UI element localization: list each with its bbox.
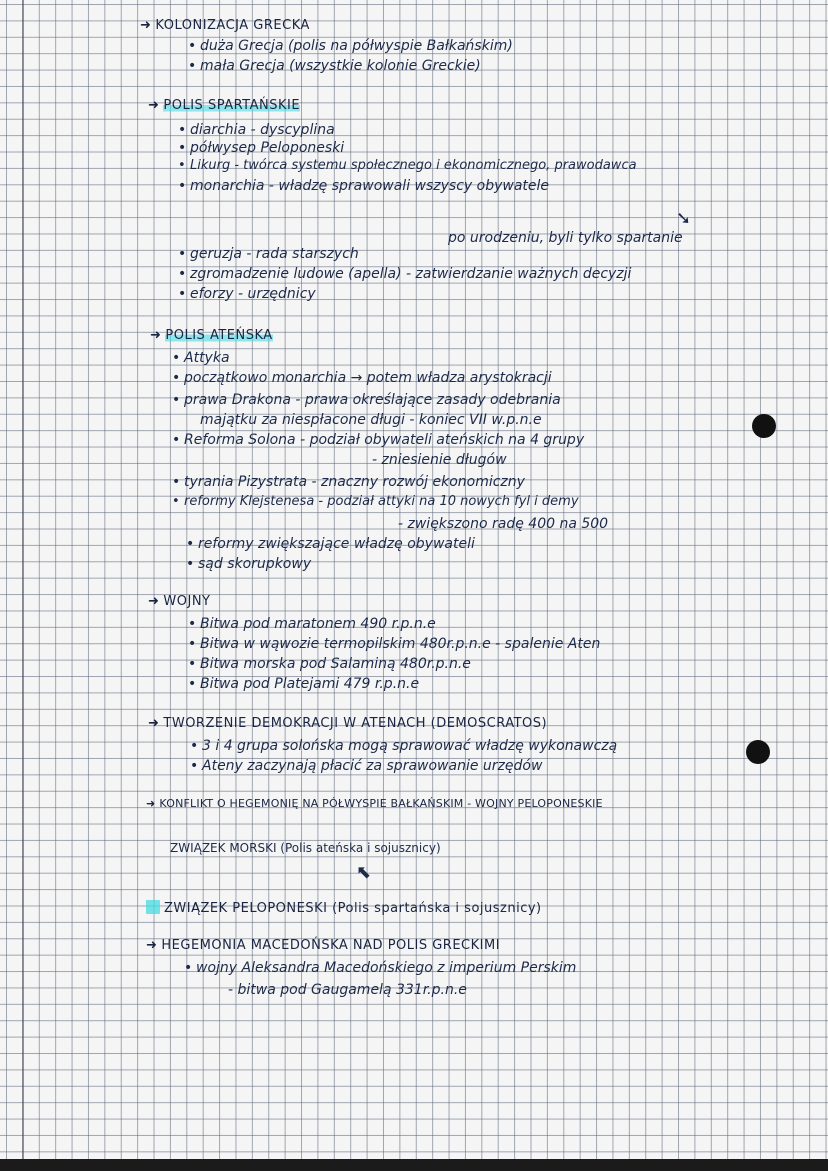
list-item: • początkowo monarchia → potem władza arystokracji xyxy=(172,370,552,386)
arrow-icon: ➜ xyxy=(140,18,152,33)
list-item-continued: - zniesienie długów xyxy=(372,452,507,468)
list-item: ZWIĄZEK MORSKI (Polis ateńska i sojusznicy) xyxy=(170,841,441,855)
list-item: • 3 i 4 grupa solońska mogą sprawować władzę wykonawczą xyxy=(190,738,618,754)
list-item: • Reforma Solona - podział obywateli ateńskich na 4 grupy xyxy=(172,432,585,448)
list-item: • tyrania Pizystrata - znaczny rozwój ekonomiczny xyxy=(172,474,525,490)
list-item: • reformy Klejstenesa - podział attyki na 10 nowych fyl i demy xyxy=(172,494,579,509)
list-item: • Bitwa pod maratonem 490 r.p.n.e xyxy=(188,616,436,632)
list-item: • Bitwa morska pod Salaminą 480r.p.n.e xyxy=(188,656,471,672)
list-item: • sąd skorupkowy xyxy=(186,556,312,572)
list-item-note: po urodzeniu, byli tylko spartanie xyxy=(448,230,683,246)
list-item: • geruzja - rada starszych xyxy=(178,246,359,262)
punch-hole xyxy=(752,414,776,438)
section-heading-wars: ➜ WOJNY xyxy=(148,594,211,609)
list-item: • zgromadzenie ludowe (apella) - zatwierdzanie ważnych decyzji xyxy=(178,266,632,282)
list-item-continued: - zwiększono radę 400 na 500 xyxy=(398,516,609,532)
list-item: • duża Grecja (polis na półwyspie Bałkańskim) xyxy=(188,38,513,54)
list-item: • monarchia - władzę sprawowali wszyscy obywatele xyxy=(178,178,550,194)
section-heading-peloponnesian-league: ZWIĄZEK PELOPONESKI (Polis spartańska i sojusznicy) xyxy=(146,900,542,917)
page-edge xyxy=(0,1159,828,1171)
list-item: • Bitwa w wąwozie termopilskim 480r.p.n.e - spalenie Aten xyxy=(188,636,601,652)
section-heading-athens: ➜ POLIS ATEŃSKA xyxy=(150,328,273,343)
section-heading-democracy: ➜ TWORZENIE DEMOKRACJI W ATENACH (DEMOSCRATOS) xyxy=(148,716,548,731)
section-heading-colonization: ➜ KOLONIZACJA GRECKA xyxy=(140,18,310,33)
section-heading-sparta: ➜ POLIS SPARTAŃSKIE xyxy=(148,98,301,113)
list-item: • eforzy - urzędnicy xyxy=(178,286,316,302)
list-item: • mała Grecja (wszystkie kolonie Greckie) xyxy=(188,58,481,74)
list-item: • reformy zwiększające władzę obywateli xyxy=(186,536,475,552)
list-item: • prawa Drakona - prawa określające zasady odebrania xyxy=(172,392,561,408)
list-item: • wojny Aleksandra Macedońskiego z imperium Perskim xyxy=(184,960,577,976)
arrow-icon: ➜ xyxy=(148,98,160,113)
margin-line xyxy=(22,0,24,1171)
list-item: • diarchia - dyscyplina xyxy=(178,122,335,138)
list-item: • Attyka xyxy=(172,350,230,366)
list-item: • Likurg - twórca systemu społecznego i ekonomicznego, prawodawca xyxy=(178,158,637,173)
arrow-icon: ➜ xyxy=(150,328,162,343)
punch-hole xyxy=(746,740,770,764)
arrow-icon: ➜ xyxy=(148,716,160,731)
down-arrow-icon: ➘ xyxy=(676,208,692,229)
highlight-marker-icon xyxy=(146,900,160,914)
list-item: • półwysep Peloponeski xyxy=(178,140,345,156)
section-heading-macedonia: ➜ HEGEMONIA MACEDOŃSKA NAD POLIS GRECKIMI xyxy=(146,938,501,953)
list-item: • Ateny zaczynają płacić za sprawowanie urzędów xyxy=(190,758,543,774)
section-heading-conflict: ➜ KONFLIKT O HEGEMONIĘ NA PÓŁWYSPIE BAŁKAŃSKIM - WOJNY PELOPONESKIE xyxy=(146,797,603,810)
list-item-continued: - bitwa pod Gaugamelą 331r.p.n.e xyxy=(228,982,467,998)
arrow-icon: ➜ xyxy=(146,797,156,810)
arrow-icon: ➜ xyxy=(148,594,160,609)
list-item-continued: majątku za niespłacone długi - koniec VII w.p.n.e xyxy=(200,412,542,428)
list-item: • Bitwa pod Platejami 479 r.p.n.e xyxy=(188,676,420,692)
up-arrow-icon: ⬉ xyxy=(356,862,372,883)
arrow-icon: ➜ xyxy=(146,938,158,953)
